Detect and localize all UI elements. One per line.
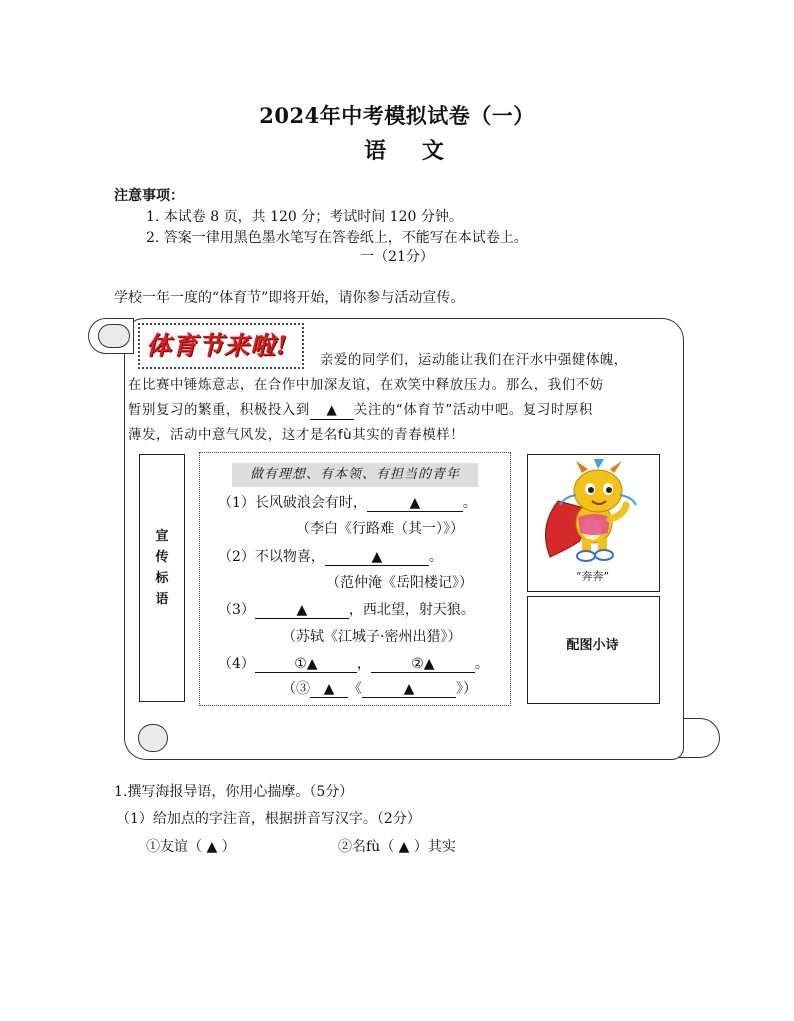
answer-blank: ▲ (367, 495, 463, 512)
poster-line: 亲爱的同学们，运动能让我们在汗水中强健体魄， (320, 353, 628, 368)
poem-line-2 (218, 546, 443, 566)
poster-line-part: 暂别复习的繁重，积极投入到 (128, 403, 310, 418)
answer-blank: ▲ (255, 602, 349, 619)
poster-line: 薄发，活动中意气风发，这才是名fù其实的青春模样！ (128, 428, 465, 443)
picture-poem-label: 配图小诗 (566, 638, 619, 653)
slogan-char: 语 (155, 592, 169, 607)
slogan-label (139, 526, 185, 610)
scroll-bottom-curl (138, 724, 168, 752)
exam-title: 2024年中考模拟试卷（一） (259, 103, 535, 128)
poem-text: ， (356, 656, 371, 672)
poem-text: （③ (282, 681, 310, 697)
poem-text: 。 (474, 656, 489, 672)
poem-text: 。 (428, 549, 443, 565)
poster-line: 在比赛中锤炼意志，在合作中加深友谊，在欢笑中释放压力。那么，我们不妨 (128, 378, 604, 393)
poster-badge-text: 体育节来啦! (146, 331, 288, 360)
answer-blank: ②▲ (371, 656, 475, 673)
poster-line-part: 关注的“体育节”活动中吧。复习时厚积 (353, 403, 593, 418)
poem-text: 长风破浪会有时， (254, 495, 367, 511)
poem-source-4 (282, 678, 477, 698)
dragon-mascot-icon (528, 457, 659, 569)
scroll-top-curl (98, 324, 130, 348)
question-1-1-a: ①友谊（ ▲ ） (146, 839, 236, 855)
poem-source: （李白《行路难（其一）》） (296, 521, 464, 537)
poem-text: ，西北望，射天狼。 (348, 602, 475, 618)
answer-blank: ▲ (362, 681, 456, 698)
poster-line (128, 399, 593, 420)
answer-blank: ▲ (310, 681, 348, 698)
poem-heading: 做有理想、有本领、有担当的青年 (232, 463, 478, 487)
answer-blank: ▲ (325, 549, 429, 566)
poem-text: 》） (456, 681, 477, 697)
answer-blank: ▲ (310, 403, 354, 420)
poem-num: （3） (218, 602, 255, 618)
slogan-char: 宣 (155, 529, 169, 544)
poem-text: 。 (462, 495, 477, 511)
poem-num: （2） (218, 549, 255, 565)
poem-num: （1） (218, 495, 255, 511)
notice-item: 1. 本试卷 8 页，共 120 分；考试时间 120 分钟。 (146, 209, 463, 225)
notice-item: 2. 答案一律用黑色墨水笔写在答卷纸上，不能写在本试卷上。 (146, 230, 528, 246)
slogan-char: 传 (155, 550, 169, 565)
poem-source: （范仲淹《岳阳楼记》） (326, 575, 473, 591)
poem-source: （苏轼《江城子·密州出猎》） (282, 629, 462, 645)
poem-line-3 (218, 599, 475, 619)
question-1-1-b: ②名fù（ ▲ ）其实 (338, 839, 456, 855)
poem-num: （4） (218, 656, 255, 672)
poem-text: 《 (348, 681, 362, 697)
notice-heading: 注意事项： (114, 188, 184, 204)
mascot-caption: “奔奔” (575, 570, 610, 583)
poem-text: 不以物喜， (254, 549, 325, 565)
answer-blank: ①▲ (255, 656, 357, 673)
exam-subject: 语 文 (364, 138, 458, 164)
section-heading: 一（21分） (360, 249, 434, 265)
question-1: 1.撰写海报导语，你用心揣摩。（5分） (114, 784, 354, 800)
question-1-1: （1）给加点的字注音，根据拼音写汉字。（2分） (116, 811, 421, 827)
intro-text: 学校一年一度的“体育节”即将开始，请你参与活动宣传。 (114, 290, 465, 306)
slogan-char: 标 (155, 571, 169, 586)
poem-line-4 (218, 653, 489, 673)
poem-line-1 (218, 492, 477, 512)
